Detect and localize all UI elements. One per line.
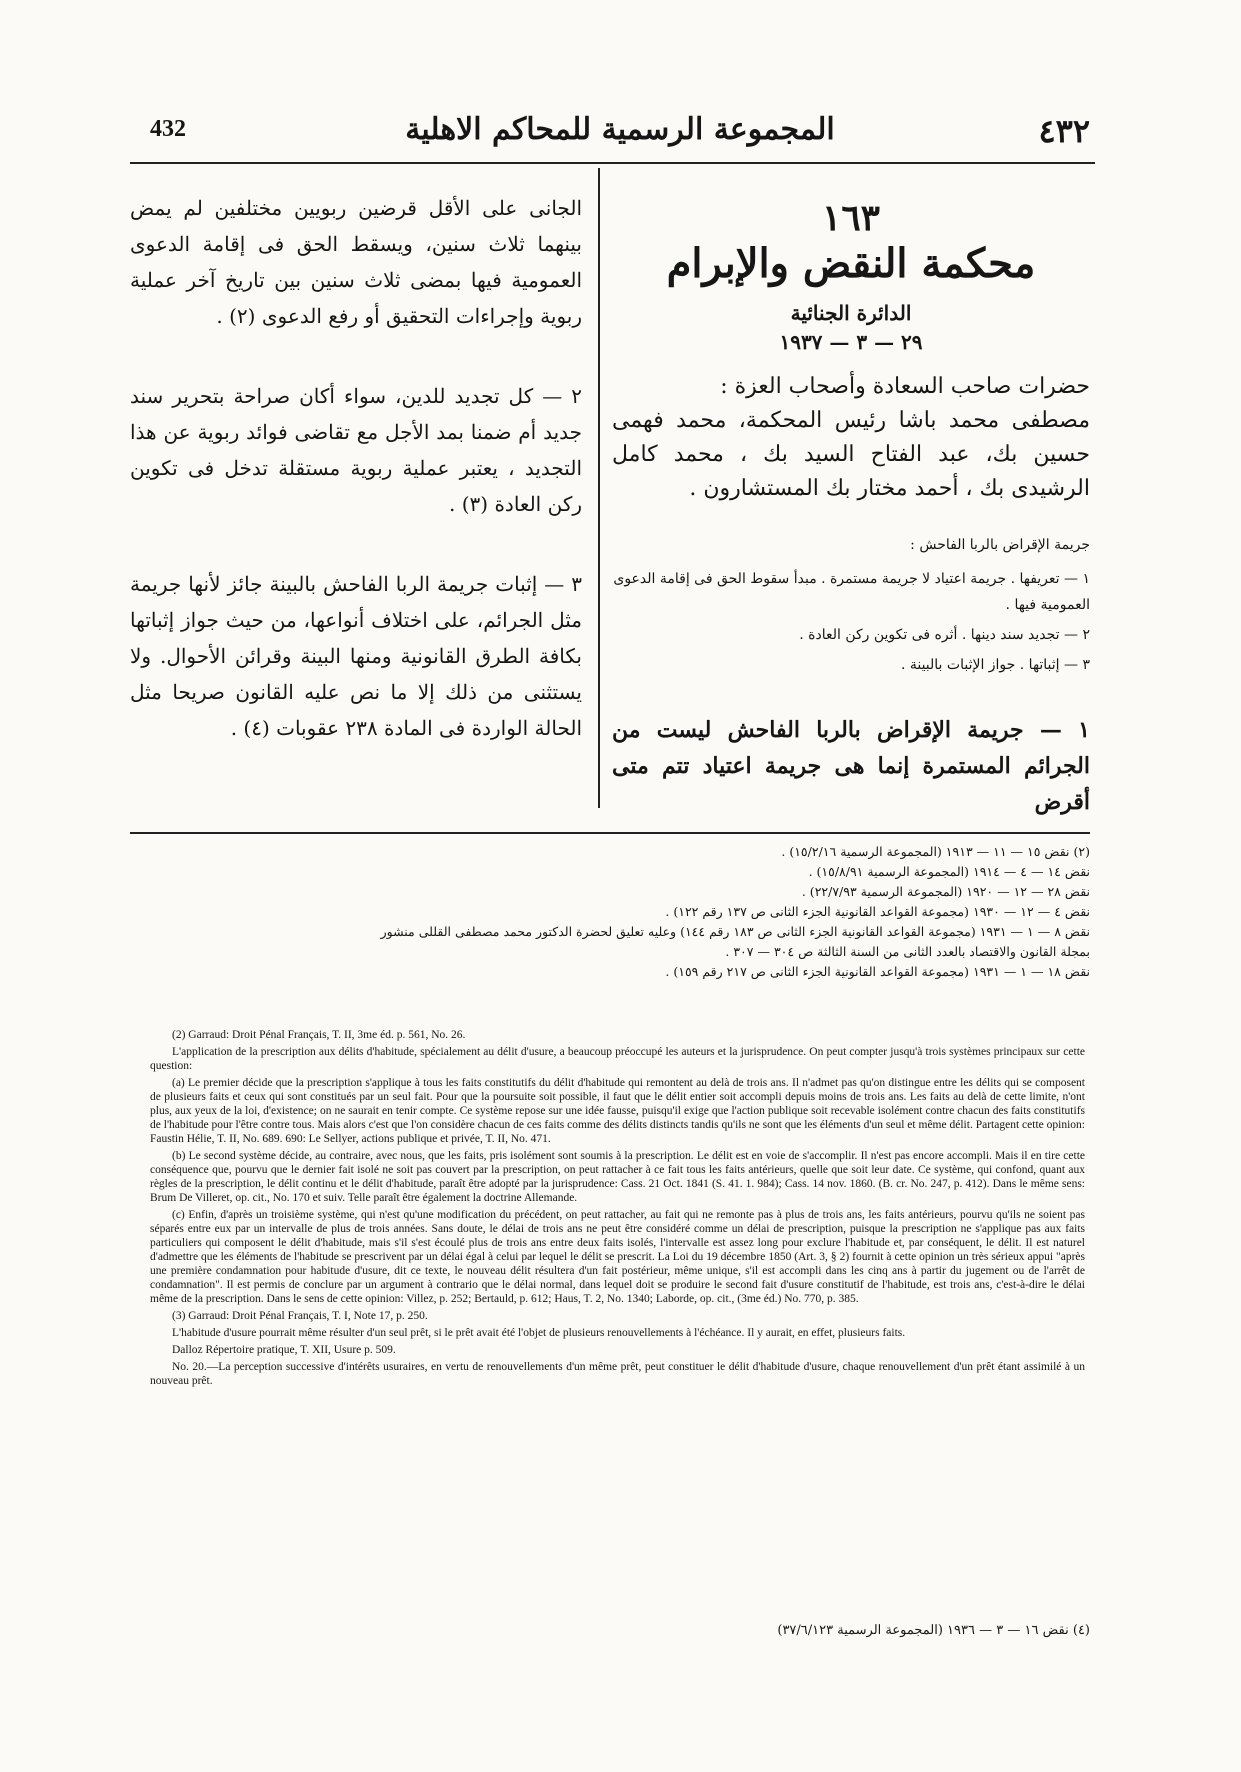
principle-1: ١ — جريمة الإقراض بالربا الفاحش ليست من الجرائم المستمرة إنما هى جريمة اعتياد تتم متى أقرض xyxy=(612,717,1090,815)
header-rule xyxy=(130,162,1095,164)
footnote-2-reference: (2) Garraud: Droit Pénal Français, T. II, 3me éd. p. 561, No. 26. xyxy=(172,1029,466,1041)
summary-item: ١ — تعريفها . جريمة اعتياد لا جريمة مستمرة . مبدأ سقوط الحق فى إقامة الدعوى العمومية فيها . xyxy=(613,571,1090,613)
footnote-rule xyxy=(130,832,1090,834)
column-divider xyxy=(598,168,600,808)
footnote-3-no20: No. 20.—La perception successive d'intérêts usuraires, en vertu de renouvellements d'un même prêt, peut constituer le délit d'habitude d'usure, chaque renouvellement d'un prêt étant assimilé à un nouveau prêt. xyxy=(150,1361,1085,1387)
topic-heading: جريمة الإقراض بالربا الفاحش : xyxy=(910,537,1090,553)
footnote-line: (٢) نقض ١٥ — ١١ — ١٩١٣ (المجموعة الرسمية ١٥/٢/١٦) . xyxy=(781,844,1090,859)
case-number: ١٦٣ xyxy=(821,197,880,239)
summary-item: ٣ — إثباتها . جواز الإثبات بالبينة . xyxy=(900,657,1090,673)
principle-3: ٣ — إثبات جريمة الربا الفاحش بالبينة جائز لأنها جريمة مثل الجرائم، على اختلاف أنواعها، من حيث جواز إثباتها بكافة الطرق القانونية ومنها البينة وقرائن الأحوال. ولا يستثنى من ذلك إلا ما نص عليه القانون صريحا مثل الحالة الواردة فى المادة ٢٣٨ عقوبات (٤) . xyxy=(130,572,582,740)
summary-list xyxy=(612,566,1090,678)
footnote-2-system-b: (b) Le second système décide, au contraire, avec nous, que les faits, pris isolément sont soumis à la prescription. Le délit est en voie de s'accomplir. Il n'est pas encore accompli. Mais il en tire cette conséquence que, pourvu que le dernier fait isolé ne soit pas couvert par la prescription, on peut rattacher à ce fait tous les faits antérieurs, quelle que soit leur date. Ce système, qui confond, quant aux règles de la prescription, le délit continu et le délit d'habitude, paraît être adopté par la jurisprudence: Cass. 21 Oct. 1841 (S. 41. 1. 984); Cass. 14 nov. 1860. (B. cr. No. 247, p. 412). Dans le même sens: Brum De Villeret, op. cit., No. 170 et suiv. Telle paraît être également la doctrine Allemande. xyxy=(150,1150,1085,1204)
footnote-2-intro: L'application de la prescription aux délits d'habitude, spécialement au délit d'usure, a beaucoup préoccupé les auteurs et la jurisprudence. On peut compter jusqu'à trois systèmes principaux sur cette question: xyxy=(150,1046,1085,1072)
court-name: محكمة النقض والإبرام xyxy=(666,240,1036,287)
principle-1-continued: الجانى على الأقل قرضين ربويين مختلفين لم يمض بينهما ثلاث سنين، ويسقط الحق فى إقامة الدعوى العمومية فيها بمضى ثلاث سنين بين تاريخ آخر عملية ربوية وإجراءات التحقيق أو رفع الدعوى (٢) . xyxy=(130,196,582,328)
judgment-date: ٢٩ — ٣ — ١٩٣٧ xyxy=(779,330,923,354)
footnote-line: نقض ٢٨ — ١٢ — ١٩٢٠ (المجموعة الرسمية ٢٢/٧/٩٣) . xyxy=(801,884,1090,899)
page-header xyxy=(150,112,1090,162)
principles-column xyxy=(130,190,582,790)
page-number-latin: 432 xyxy=(150,116,186,142)
principle-2: ٢ — كل تجديد للدين، سواء أكان صراحة بتحرير سند جديد أم ضمنا بمد الأجل مع تقاضى فوائد ربوية عن هذا التجديد ، يعتبر عملية ربوية مستقلة تدخل فى تكوين ركن العادة (٣) . xyxy=(130,384,582,516)
footnote-line: بمجلة القانون والاقتصاد بالعدد الثانى من السنة الثالثة ص ٣٠٤ — ٣٠٧ . xyxy=(725,944,1090,959)
footnote-line: نقض ١٨ — ١ — ١٩٣١ (مجموعة القواعد القانونية الجزء الثانى ص ٢١٧ رقم ١٥٩) . xyxy=(665,964,1090,979)
page-number-arabic: ٤٣٢ xyxy=(1038,112,1090,150)
footnote-3-text: L'habitude d'usure pourrait même résulter d'un seul prêt, si le prêt avait été l'objet de plusieurs renouvellements à l'échéance. Il y aurait, en effet, plusieurs faits. xyxy=(172,1327,906,1339)
footnote-2-system-a: (a) Le premier décide que la prescription s'applique à tous les faits constitutifs du délit d'habitude qui remontent au delà de trois ans. Il n'admet pas qu'on distingue entre les délits qui se composent de plusieurs faits et ceux qui sont constitués par un seul fait. Pour que la poursuite soit possible, il faut que le délit entier soit accompli depuis moins de trois ans. Les faits au delà de cette limite, n'ont plus, aux yeux de la loi, d'existence; on ne saurait en tenir compte. Ce système repose sur une idée fausse, puisqu'il exige que l'action publique soit recevable isolément contre chacun des faits constitutifs de l'habitude pour l'être contre tous. Mais alors c'est que l'on considère chacun de ces faits comme des délits distincts tandis qu'ils ne sont que les éléments d'un seul et même délit. Partagent cette opinion: Faustin Hélie, T. II, No. 689. 690: Le Sellyer, actions publique et privée, T. II, No. 471. xyxy=(150,1077,1085,1145)
footnote-3-dalloz: Dalloz Répertoire pratique, T. XII, Usure p. 509. xyxy=(172,1344,396,1356)
footnote-line: نقض ١٤ — ٤ — ١٩١٤ (المجموعة الرسمية ١٥/٨/٩١) . xyxy=(808,864,1090,879)
french-footnotes xyxy=(150,1028,1085,1391)
footnote-line: نقض ٨ — ١ — ١٩٣١ (مجموعة القواعد القانونية الجزء الثانى ص ١٨٣ رقم ١٤٤) وعليه تعليق لحضرة الدكتور محمد مصطفى القللى منشور xyxy=(380,924,1090,939)
summary-item: ٢ — تجديد سند دينها . أثره فى تكوين ركن العادة . xyxy=(799,627,1090,643)
circuit-name: الدائرة الجنائية xyxy=(790,301,912,325)
judges-list: مصطفى محمد باشا رئيس المحكمة، محمد فهمى حسين بك، عبد الفتاح السيد بك ، محمد كامل الرشيدى بك ، أحمد مختار بك المستشارون . xyxy=(612,408,1090,501)
arabic-footnotes xyxy=(130,842,1090,982)
footnote-3-reference: (3) Garraud: Droit Pénal Français, T. I, Note 17, p. 250. xyxy=(172,1310,428,1322)
footnote-4: (٤) نقض ١٦ — ٣ — ١٩٣٦ (المجموعة الرسمية ٣٧/٦/١٢٣) xyxy=(777,1623,1090,1638)
judgment-header-column xyxy=(612,168,1090,820)
running-title: المجموعة الرسمية للمحاكم الاهلية xyxy=(405,112,835,147)
judges-label: حضرات صاحب السعادة وأصحاب العزة : xyxy=(720,374,1090,399)
footnote-line: نقض ٤ — ١٢ — ١٩٣٠ (مجموعة القواعد القانونية الجزء الثانى ص ١٣٧ رقم ١٢٢) . xyxy=(665,904,1090,919)
footnote-2-system-c: (c) Enfin, d'après un troisième système, qui n'est qu'une modification du précédent, on peut rattacher, au fait qui ne remonte pas à plus de trois ans, les faits antérieurs, pourvu qu'ils ne soient pas séparés entre eux par un intervalle de plus de trois années. Sans doute, le délai de trois ans ne peut être considéré comme un délai de prescription, puisque la prescription ne s'applique pas aux faits particuliers qui composent le délit d'habitude, mais s'il s'est écoulé plus de trois ans entre deux faits isolés, l'intervalle est assez long pour exclure l'habitude et, par conséquent, le délit. Il est naturel d'admettre que les éléments de l'habitude se prescrivent par un délai égal à celui par lequel le délit se prescrit. La Loi du 19 décembre 1850 (Art. 3, § 2) fournit à cette opinion un très sérieux appui "après une première condamnation pour habitude d'usure, dit ce texte, le nouveau délit résultera d'un fait postérieur, même unique, s'il est accompli dans les cinq ans à partir du jugement ou de l'arrêt de condamnation". Il est permis de conclure par un argument à contrario que le délai normal, dans lequel doit se produire le second fait d'usure constitutif de l'habitude, est trois ans, c'est-à-dire le délai même de la prescription. Dans le sens de cette opinion: Villez, p. 252; Bertauld, p. 612; Haus, T. 2, No. 1340; Laborde, op. cit., (3me éd.) No. 770, p. 385. xyxy=(150,1209,1085,1305)
